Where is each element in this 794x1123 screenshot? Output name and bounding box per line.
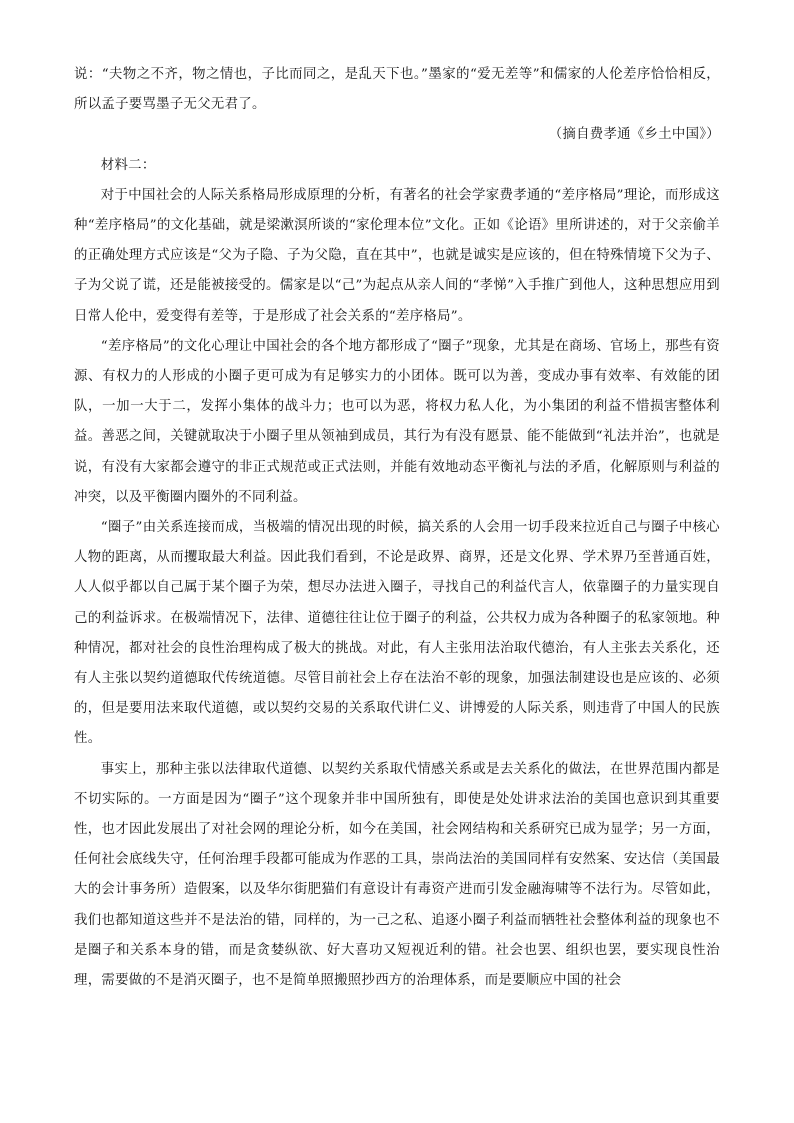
paragraph-1: 对于中国社会的人际关系格局形成原理的分析，有著名的社会学家费孝通的“差序格局”理论，而形成这种“差序格局”的文化基础，就是梁漱溟所谈的“家伦理本位”文化。正如《论语》里所讲述的，对于父亲偷羊的正确处理方式应该是“父为子隐、子为父隐，直在其中”，也就是诚实是应该的，但在特殊情境下父为子、子为父说了谎，还是能被接受的。儒家是以“己”为起点从亲人间的“孝悌”入手推广到他人，这种思想应用到日常人伦中，爱变得有差等，于是形成了社会关系的“差序格局”。 xyxy=(74,187,720,324)
source-citation: （摘自费孝通《乡土中国》） xyxy=(548,127,720,143)
paragraph-4: 事实上，那种主张以法律取代道德、以契约关系取代情感关系或是去关系化的做法，在世界范围内都是不切实际的。一方面是因为“圈子”这个现象并非中国所独有，即使是处处讲求法治的美国也意识到其重要性，也才因此发展出了对社会网的理论分析，如今在美国，社会网结构和关系研究已成为显学；另一方面，任何社会底线失守，任何治理手段都可能成为作恶的工具，崇尚法治的美国同样有安然案、安达信（美国最大的会计事务所）造假案，以及华尔街肥猫们有意设计有毒资产进而引发金融海啸等不法行为。尽管如此，我们也都知道这些并不是法治的错，同样的，为一己之私、追逐小圈子利益而牺牲社会整体利益的现象也不是圈子和关系本身的错，而是贪婪纵欲、好大喜功又短视近利的错。社会也罢、组织也罢，要实现良性治理，需要做的不是消灭圈子，也不是简单照搬照抄西方的治理体系，而是要顺应中国的社会 xyxy=(74,761,720,989)
paragraph-0: 说：“夫物之不齐，物之情也，子比而同之，是乱天下也。”墨家的“爱无差等”和儒家的人伦差序恰恰相反，所以孟子要骂墨子无父无君了。 xyxy=(74,67,720,113)
material-label: 材料二： xyxy=(100,157,156,173)
paragraph-3: “圈子”由关系连接而成，当极端的情况出现的时候，搞关系的人会用一切手段来拉近自己与圈子中核心人物的距离，从而攫取最大利益。因此我们看到，不论是政界、商界，还是文化界、学术界乃至普通百姓，人人似乎都以自己属于某个圈子为荣，想尽办法进入圈子，寻找自己的利益代言人，依靠圈子的力量实现自己的利益诉求。在极端情况下，法律、道德往往让位于圈子的利益，公共权力成为各种圈子的私家领地。种种情况，都对社会的良性治理构成了极大的挑战。对此，有人主张用法治取代德治，有人主张去关系化，还有人主张以契约道德取代传统道德。尽管目前社会上存在法治不彰的现象，加强法制建设也是应该的、必须的，但是要用法来取代道德，或以契约交易的关系取代讲仁义、讲博爱的人际关系，则违背了中国人的民族性。 xyxy=(74,520,720,747)
paragraph-2: “差序格局”的文化心理让中国社会的各个地方都形成了“圈子”现象，尤其是在商场、官场上，那些有资源、有权力的人形成的小圈子更可成为有足够实力的小团体。既可以为善，变成办事有效率、有效能的团队，一加一大于二，发挥小集体的战斗力；也可以为恶，将权力私人化，为小集团的利益不惜损害整体利益。善恶之间，关键就取决于小圈子里从领袖到成员，其行为有没有愿景、能不能做到“礼法并治”，也就是说，有没有大家都会遵守的非正式规范或正式法则，并能有效地动态平衡礼与法的矛盾，化解原则与利益的冲突，以及平衡圈内圈外的不同利益。 xyxy=(74,338,720,505)
document-page xyxy=(74,60,720,996)
